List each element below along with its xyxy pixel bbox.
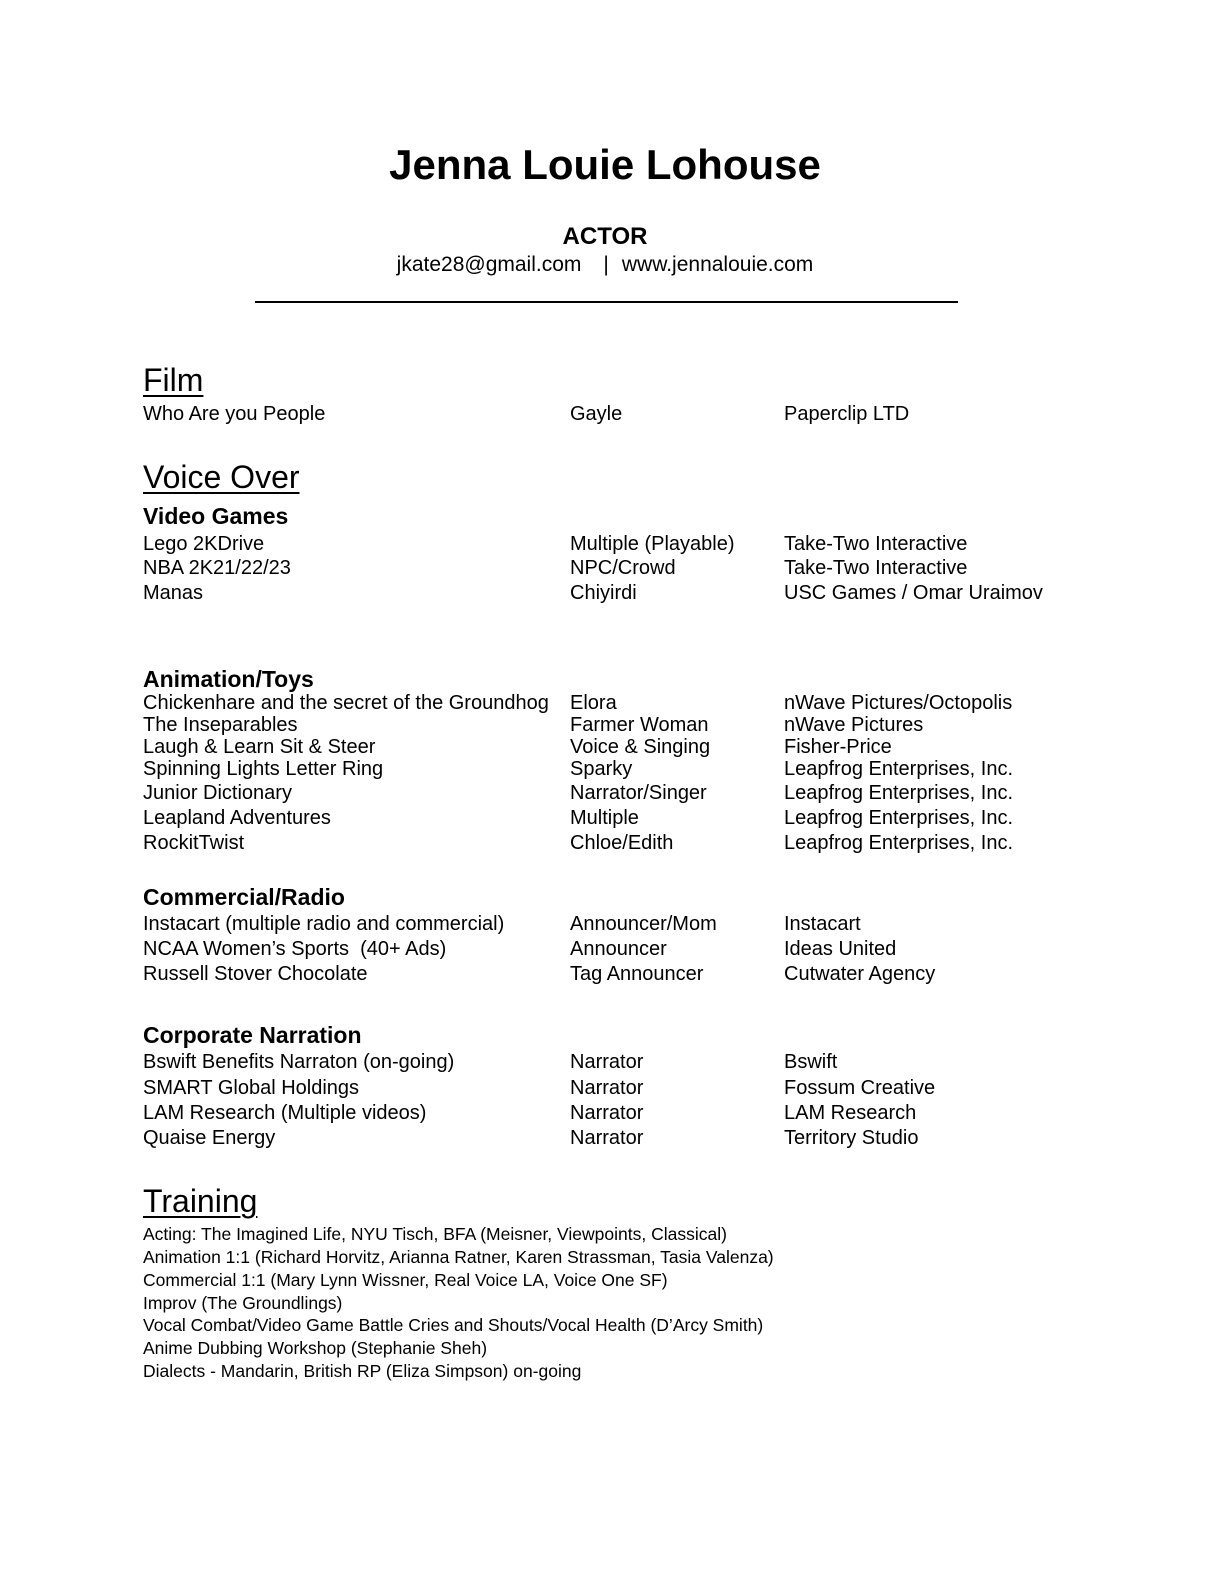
credit-role: Announcer/Mom: [570, 913, 717, 935]
credit-company: Bswift: [784, 1051, 838, 1073]
credit-title: SMART Global Holdings: [143, 1077, 360, 1099]
credit-title: Spinning Lights Letter Ring: [143, 758, 384, 780]
film-row: [143, 402, 1143, 427]
credit-title: Quaise Energy: [143, 1127, 276, 1149]
animation-row: [143, 781, 1143, 806]
credit-role: Elora: [570, 692, 617, 714]
credit-title: NCAA Women’s Sports (40+ Ads): [143, 938, 447, 960]
credit-company: Fisher-Price: [784, 736, 892, 758]
credit-title: NBA 2K21/22/23: [143, 557, 291, 579]
credit-title: LAM Research (Multiple videos): [143, 1102, 427, 1124]
video-game-row: [143, 556, 1143, 581]
credit-company: Fossum Creative: [784, 1077, 936, 1099]
credit-company: Leapfrog Enterprises, Inc.: [784, 807, 1014, 829]
credit-role: Sparky: [570, 758, 633, 780]
narration-row: [143, 1050, 1143, 1075]
credit-company: Leapfrog Enterprises, Inc.: [784, 758, 1014, 780]
credit-role: Voice & Singing: [570, 736, 711, 758]
credit-role: Announcer: [570, 938, 667, 960]
contact-line: [0, 251, 1210, 279]
credit-company: Leapfrog Enterprises, Inc.: [784, 782, 1014, 804]
film-heading: Film: [143, 362, 204, 398]
animation-row: [143, 831, 1143, 856]
credit-role: Narrator: [570, 1051, 644, 1073]
training-item: Animation 1:1 (Richard Horvitz, Arianna Ratner, Karen Strassman, Tasia Valenza): [143, 1247, 774, 1267]
credit-company: Instacart: [784, 913, 861, 935]
narration-row: [143, 1101, 1143, 1126]
credit-company: nWave Pictures/Octopolis: [784, 692, 1013, 714]
website-text: www.jennalouie.com: [621, 253, 814, 276]
training-item: Dialects - Mandarin, British RP (Eliza Simpson) on-going: [143, 1361, 582, 1381]
animation-row: [143, 736, 1143, 758]
training-item: Acting: The Imagined Life, NYU Tisch, BFA (Meisner, Viewpoints, Classical): [143, 1224, 727, 1244]
credit-title: Laugh & Learn Sit & Steer: [143, 736, 376, 758]
credit-title: The Inseparables: [143, 714, 298, 736]
contact-separator: |: [603, 253, 609, 276]
commercial-row: [143, 937, 1143, 962]
credit-role: Tag Announcer: [570, 963, 704, 985]
credit-company: Take-Two Interactive: [784, 533, 968, 555]
credit-role: Narrator: [570, 1077, 644, 1099]
video-game-row: [143, 581, 1143, 606]
training-item: Anime Dubbing Workshop (Stephanie Sheh): [143, 1338, 488, 1358]
resume-role: ACTOR: [562, 223, 648, 250]
commercial-radio-heading: Commercial/Radio: [143, 884, 345, 910]
credit-company: USC Games / Omar Uraimov: [784, 582, 1043, 604]
credit-role: Narrator: [570, 1102, 644, 1124]
header-divider: [255, 301, 958, 303]
credit-role: Chiyirdi: [570, 582, 637, 604]
voice-over-heading: Voice Over: [143, 459, 300, 495]
training-item: Improv (The Groundlings): [143, 1293, 343, 1313]
training-item: Commercial 1:1 (Mary Lynn Wissner, Real Voice LA, Voice One SF): [143, 1270, 668, 1290]
credit-company: nWave Pictures: [784, 714, 924, 736]
credit-title: Bswift Benefits Narraton (on-going): [143, 1051, 455, 1073]
credit-role: Multiple (Playable): [570, 533, 735, 555]
narration-row: [143, 1126, 1143, 1151]
credit-company: Territory Studio: [784, 1127, 919, 1149]
credit-title: Instacart (multiple radio and commercial): [143, 913, 505, 935]
credit-role: NPC/Crowd: [570, 557, 676, 579]
credit-title: Junior Dictionary: [143, 782, 292, 804]
commercial-row: [143, 962, 1143, 987]
credit-role: Chloe/Edith: [570, 832, 674, 854]
credit-company: Ideas United: [784, 938, 897, 960]
credit-company: Cutwater Agency: [784, 963, 936, 985]
credit-role: Narrator/Singer: [570, 782, 707, 804]
credit-title: Manas: [143, 582, 204, 604]
resume-name: Jenna Louie Lohouse: [389, 141, 821, 188]
commercial-row: [143, 912, 1143, 937]
animation-toys-heading: Animation/Toys: [143, 666, 314, 692]
credit-title: Lego 2KDrive: [143, 533, 265, 555]
credit-company: Paperclip LTD: [784, 403, 910, 425]
video-game-row: [143, 532, 1143, 557]
animation-row: [143, 714, 1143, 736]
credit-company: LAM Research: [784, 1102, 917, 1124]
credit-title: RockitTwist: [143, 832, 245, 854]
video-games-heading: Video Games: [143, 503, 289, 529]
credit-title: Who Are you People: [143, 403, 326, 425]
credit-title: Russell Stover Chocolate: [143, 963, 368, 985]
credit-title: Chickenhare and the secret of the Groundhog: [143, 692, 549, 714]
credit-title: Leapland Adventures: [143, 807, 331, 829]
credit-company: Leapfrog Enterprises, Inc.: [784, 832, 1014, 854]
training-heading: Training: [143, 1183, 258, 1219]
credit-role: Farmer Woman: [570, 714, 709, 736]
credit-role: Multiple: [570, 807, 639, 829]
credit-role: Gayle: [570, 403, 623, 425]
corporate-narration-heading: Corporate Narration: [143, 1022, 362, 1048]
credit-role: Narrator: [570, 1127, 644, 1149]
email-text: jkate28@gmail.com: [396, 253, 582, 276]
animation-row: [143, 806, 1143, 831]
animation-row: [143, 692, 1143, 714]
training-item: Vocal Combat/Video Game Battle Cries and Shouts/Vocal Health (D’Arcy Smith): [143, 1315, 764, 1335]
credit-company: Take-Two Interactive: [784, 557, 968, 579]
narration-row: [143, 1076, 1143, 1101]
animation-row: [143, 758, 1143, 780]
